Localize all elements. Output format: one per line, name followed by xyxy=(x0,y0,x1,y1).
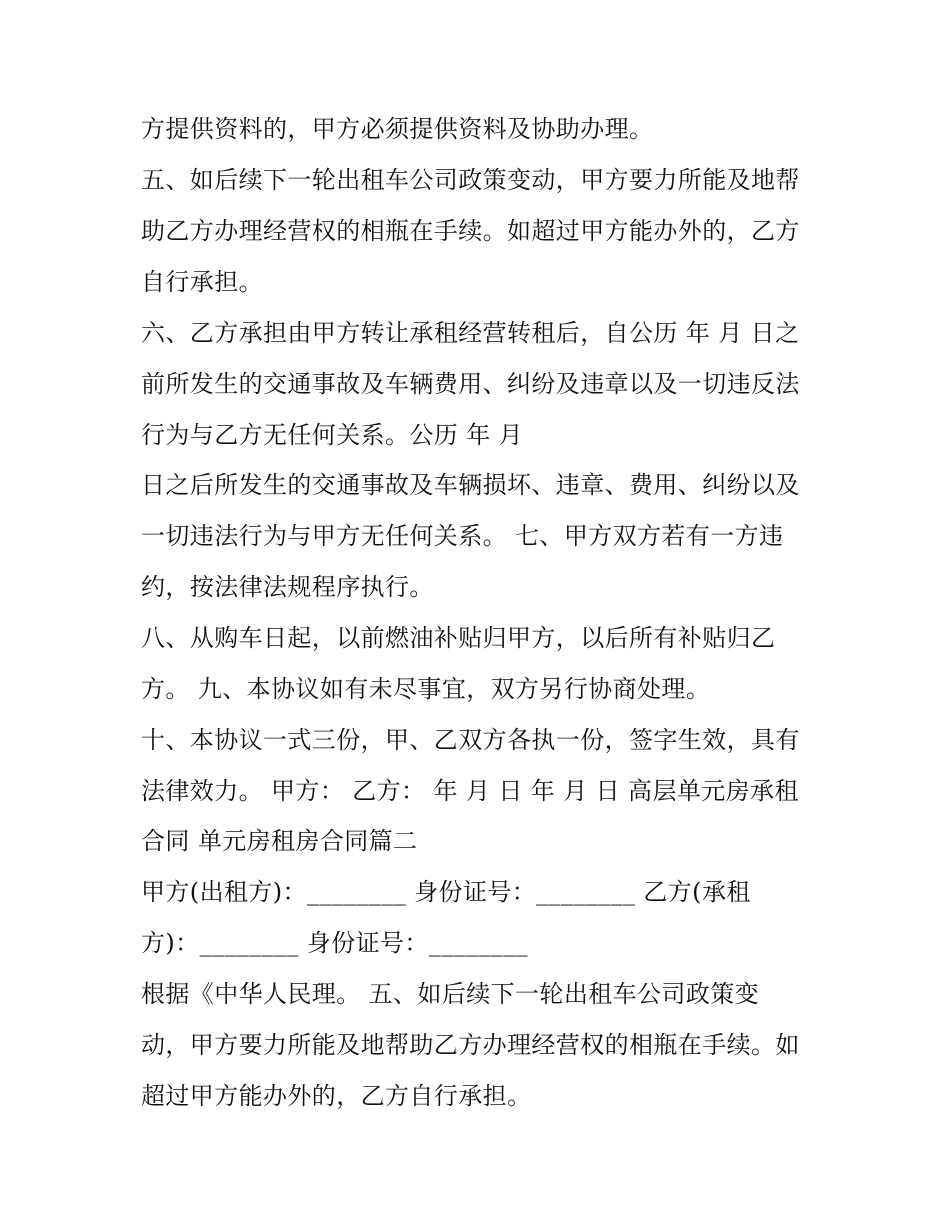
text-line-13: 十、本协议一式三份，甲、乙双方各执一份，签字生效，具有 xyxy=(141,726,800,754)
text-line-19: 动，甲方要力所能及地帮助乙方办理经营权的相瓶在手续。如 xyxy=(141,1031,800,1059)
text-line-15: 合同 单元房租房合同篇二 xyxy=(141,827,418,855)
text-line-1: 方提供资料的，甲方必须提供资料及协助办理。 xyxy=(141,115,654,143)
text-line-6: 前所发生的交通事故及车辆费用、纠纷及违章以及一切违反法 xyxy=(141,370,800,398)
text-line-9: 一切违法行为与甲方无任何关系。 七、甲方双方若有一方违 xyxy=(141,522,784,550)
text-line-18: 根据《中华人民理。 五、如后续下一轮出租车公司政策变 xyxy=(141,980,760,1008)
text-line-14: 法律效力。 甲方： 乙方： 年 月 日 年 月 日 高层单元房承租 xyxy=(141,777,799,805)
text-line-11: 八、从购车日起，以前燃油补贴归甲方，以后所有补贴归乙 xyxy=(141,624,776,652)
text-line-20: 超过甲方能办外的，乙方自行承担。 xyxy=(141,1082,532,1110)
text-line-10: 约，按法律法规程序执行。 xyxy=(141,573,434,601)
text-line-5: 六、乙方承担由甲方转让承租经营转租后，自公历 年 月 日之 xyxy=(141,319,800,347)
text-line-7: 行为与乙方无任何关系。公历 年 月 xyxy=(141,421,524,449)
text-line-17: 方)：________ 身份证号：________ xyxy=(141,929,528,957)
text-line-2: 五、如后续下一轮出租车公司政策变动，甲方要力所能及地帮 xyxy=(141,166,800,194)
text-line-8: 日之后所发生的交通事故及车辆损坏、违章、费用、纠纷以及 xyxy=(141,471,800,499)
text-line-3: 助乙方办理经营权的相瓶在手续。如超过甲方能办外的，乙方 xyxy=(141,217,800,245)
text-line-12: 方。 九、本协议如有未尽事宜，双方另行协商处理。 xyxy=(141,675,711,703)
text-line-4: 自行承担。 xyxy=(141,268,263,296)
text-line-16: 甲方(出租方)：________ 身份证号：________ 乙方(承租 xyxy=(141,878,751,906)
